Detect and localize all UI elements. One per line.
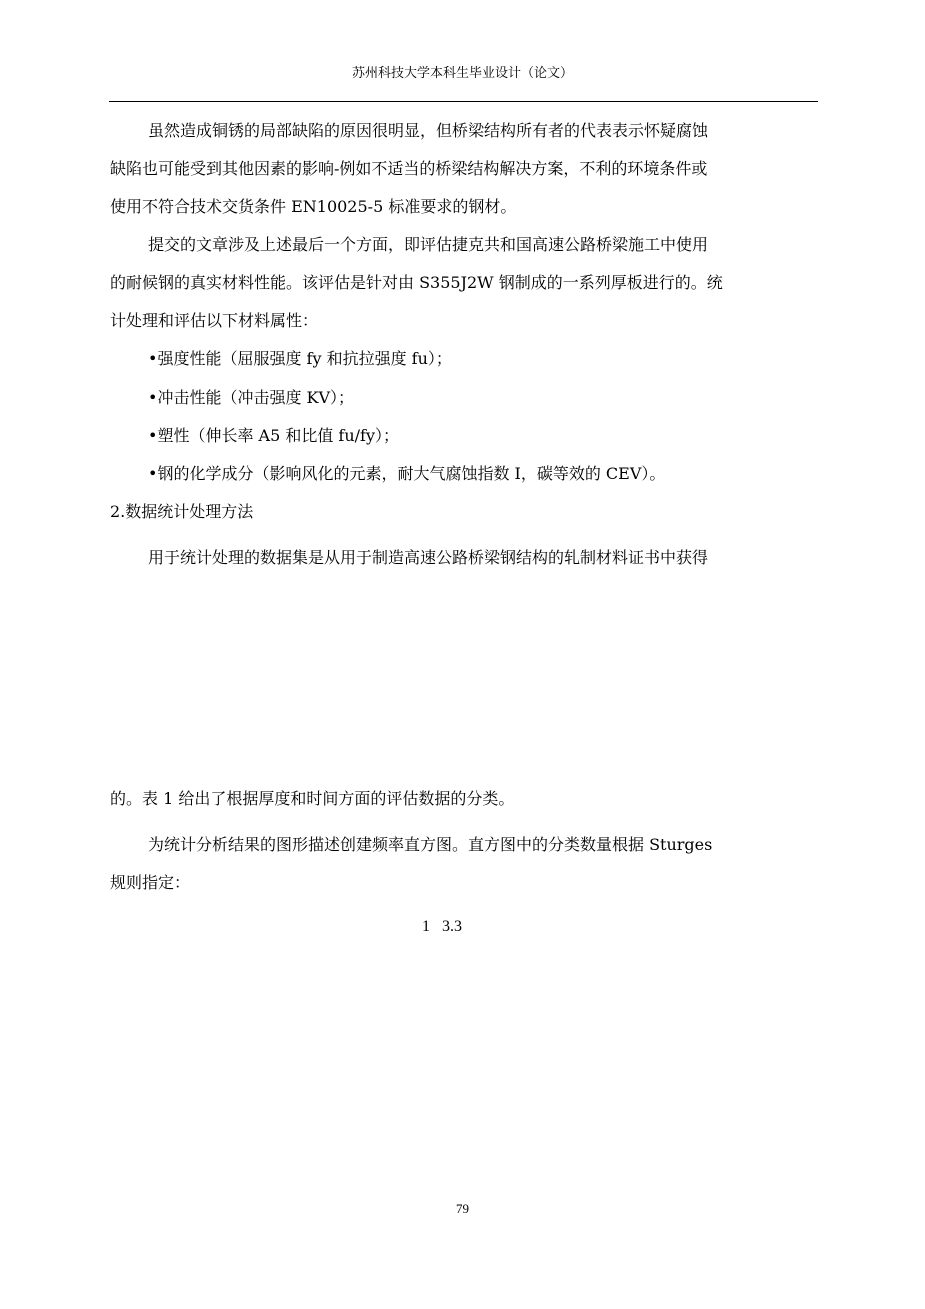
paragraph-line: 的耐候钢的真实材料性能。该评估是针对由 S355J2W 钢制成的一系列厚板进行的。统 [110, 273, 723, 292]
paragraph-line: 使用不符合技术交货条件 EN10025-5 标准要求的钢材。 [110, 197, 517, 216]
paragraph-line: 规则指定： [110, 873, 191, 892]
running-header: 苏州科技大学本科生毕业设计（论文） [351, 66, 573, 81]
sturges-formula: 1 3.3 [422, 918, 462, 935]
bullet-item: •钢的化学成分（影响风化的元素，耐大气腐蚀指数 I，碳等效的 CEV）。 [148, 464, 666, 483]
paragraph-line: 虽然造成铜锈的局部缺陷的原因很明显，但桥梁结构所有者的代表表示怀疑腐蚀 [148, 121, 709, 140]
paragraph-line: 计处理和评估以下材料属性： [110, 311, 319, 330]
paragraph-line: 缺陷也可能受到其他因素的影响-例如不适当的桥梁结构解决方案，不利的环境条件或 [110, 159, 708, 178]
section-heading: 2.数据统计处理方法 [110, 502, 254, 521]
paragraph-line: 提交的文章涉及上述最后一个方面，即评估捷克共和国高速公路桥梁施工中使用 [148, 235, 709, 254]
paragraph-line: 的。表 1 给出了根据厚度和时间方面的评估数据的分类。 [110, 789, 515, 808]
paragraph-line: 用于统计处理的数据集是从用于制造高速公路桥梁钢结构的轧制材料证书中获得 [148, 548, 709, 567]
header-rule [109, 101, 818, 102]
bullet-item: •强度性能（屈服强度 fy 和抗拉强度 fu）； [148, 349, 452, 368]
page-number: 79 [456, 1201, 469, 1216]
bullet-item: •塑性（伸长率 A5 和比值 fu/fy）； [148, 426, 400, 445]
paragraph-line: 为统计分析结果的图形描述创建频率直方图。直方图中的分类数量根据 Sturges [148, 835, 713, 854]
bullet-item: •冲击性能（冲击强度 KV）； [148, 388, 355, 407]
